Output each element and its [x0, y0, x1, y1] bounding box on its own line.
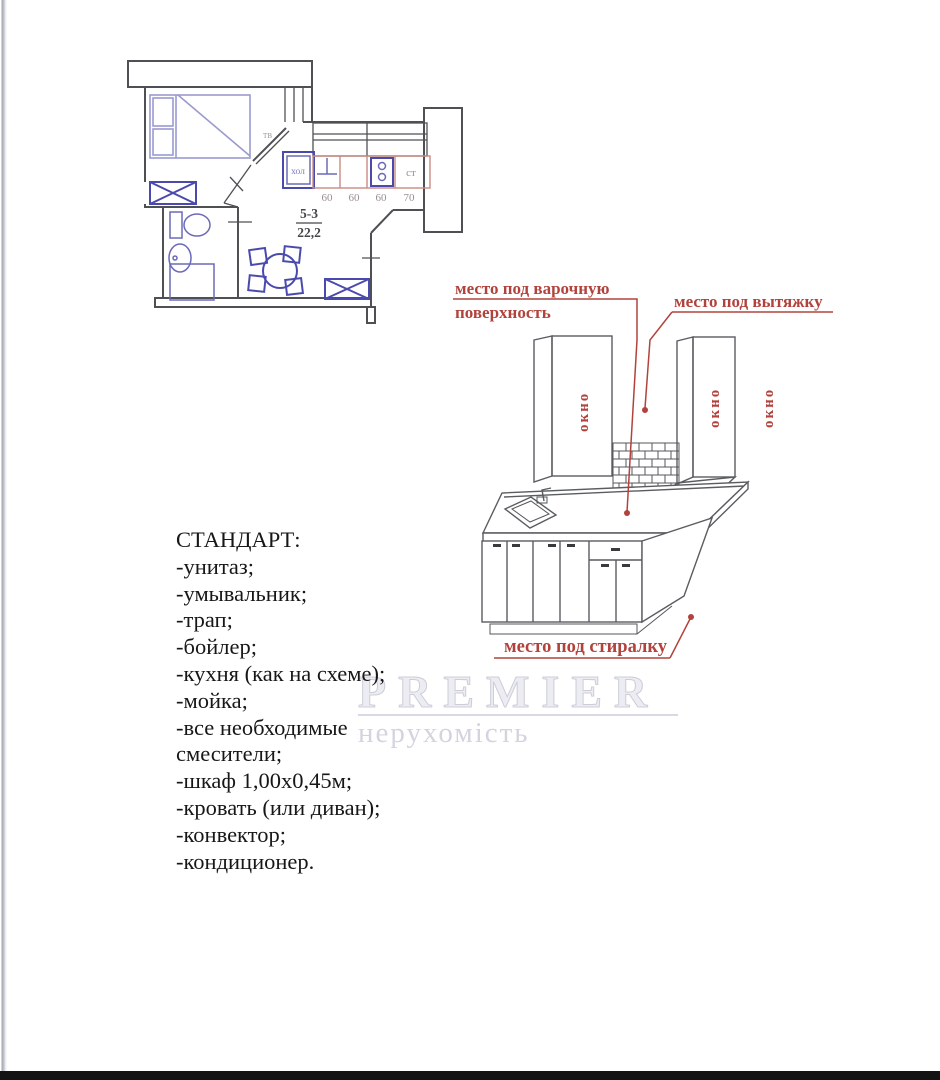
- list-item: -кухня (как на схеме);: [176, 660, 386, 686]
- cooktop-annotation: [453, 279, 637, 516]
- window-panel-right: [664, 337, 735, 495]
- window-label-left: окно: [576, 391, 592, 432]
- standard-features-list: [176, 527, 385, 875]
- brick-wall-section: [613, 443, 679, 491]
- x-box-window-left: [150, 182, 196, 204]
- list-item: -кондиционер.: [176, 848, 315, 874]
- washing-machine-annotation-text: место под стиралку: [504, 637, 668, 657]
- hood-annotation-text: место под вытяжку: [674, 292, 823, 311]
- toilet: [170, 212, 210, 238]
- dim-60-2: 60: [348, 192, 360, 204]
- floor-plan-drawing: [118, 53, 470, 327]
- list-item: -конвектор;: [176, 821, 286, 847]
- watermark-subtitle: нерухомість: [358, 714, 678, 748]
- washing-machine-label: ст: [406, 167, 416, 179]
- shower-tray: [170, 264, 214, 300]
- watermark-title: PREMIER: [358, 666, 660, 717]
- list-item: -мойка;: [176, 687, 248, 713]
- page-left-edge-line: [0, 0, 7, 1080]
- watermark: [358, 666, 678, 749]
- unit-area-label: [296, 206, 322, 240]
- cooktop-annotation-line1: место под варочную: [455, 279, 610, 298]
- list-item: -бойлер;: [176, 634, 257, 660]
- stove-symbol: [371, 158, 393, 186]
- window-panel-left: [534, 336, 612, 482]
- kitchen-counter: [313, 156, 430, 188]
- list-item: смесители;: [176, 741, 283, 767]
- list-heading: СТАНДАРТ:: [176, 527, 301, 552]
- unit-area: 22,2: [297, 225, 321, 240]
- counter-dimensions: [322, 192, 416, 204]
- sink-symbol: [317, 158, 337, 174]
- dining-table: [248, 246, 303, 295]
- list-item: -все необходимые: [176, 714, 348, 740]
- tv-label: тв: [263, 130, 273, 141]
- window-label-middle: окно: [707, 387, 723, 428]
- list-item: -умывальник;: [176, 580, 308, 606]
- kitchen-elevation-drawing: [440, 265, 860, 675]
- cooktop-annotation-line2: поверхность: [455, 303, 551, 322]
- list-item: -шкаф 1,00х0,45м;: [176, 768, 353, 794]
- dim-60-3: 60: [375, 192, 387, 204]
- window-label-right: окно: [761, 387, 777, 428]
- list-item: -кровать (или диван);: [176, 794, 381, 820]
- hood-annotation: [642, 292, 833, 413]
- dim-70: 70: [403, 192, 415, 204]
- kitchen-upper-cabinets: [313, 123, 427, 156]
- list-item: -унитаз;: [176, 553, 255, 579]
- bottom-black-bar: [0, 1071, 940, 1080]
- fridge-label: хол: [291, 167, 305, 177]
- countertop: [483, 482, 748, 542]
- bed: [150, 95, 250, 158]
- dim-60-1: 60: [321, 192, 333, 204]
- x-box-window-bottom: [325, 279, 369, 299]
- bathroom-sink: [169, 244, 191, 272]
- unit-number: 5-3: [300, 206, 318, 221]
- fridge: [283, 152, 314, 188]
- list-item: -трап;: [176, 607, 233, 633]
